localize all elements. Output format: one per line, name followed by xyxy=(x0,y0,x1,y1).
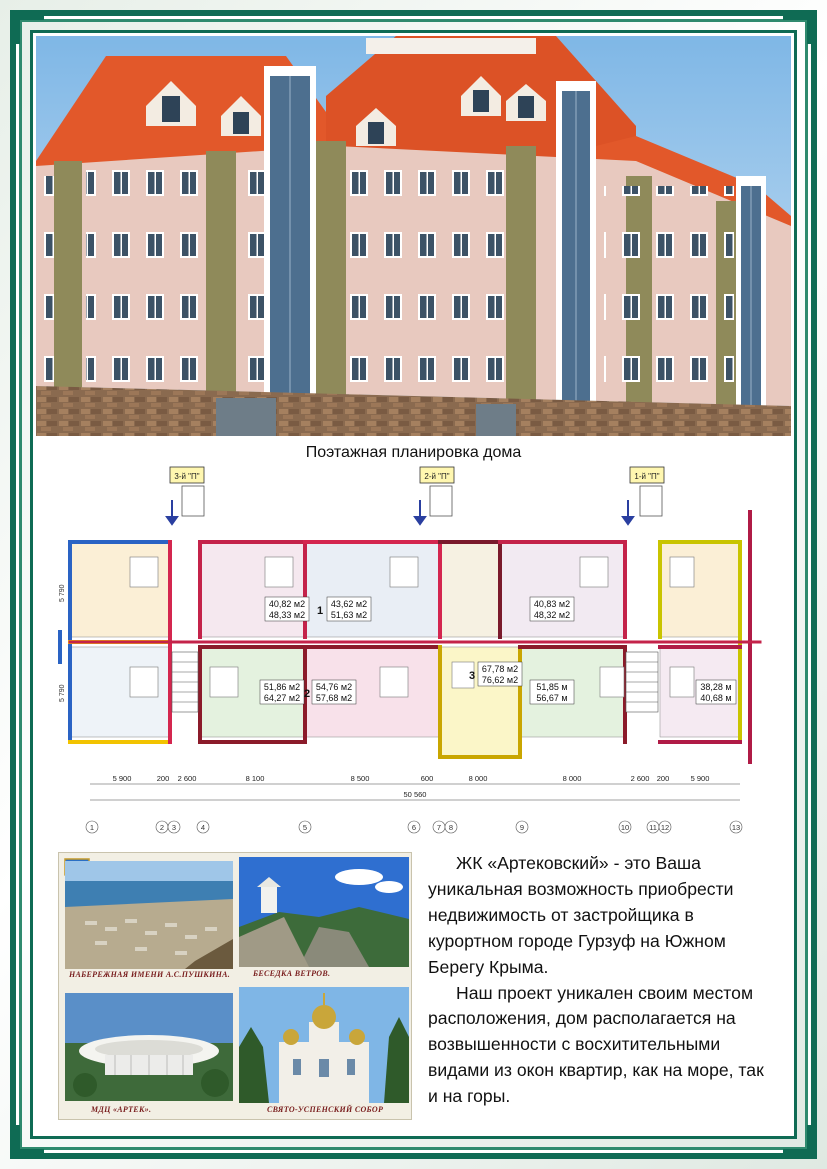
overall-dimension: 50 560 xyxy=(403,790,427,799)
description-paragraph: ЖК «Артековский» - это Ваша уникальная возможность приобрести недвижимость от застройщика в курортном городе Гурзуф на Южном Берегу Крыма. xyxy=(428,853,734,977)
artek-photo xyxy=(65,993,233,1101)
section-number: 1 xyxy=(316,605,324,617)
dimension-label: 8 000 xyxy=(468,774,488,783)
building-photo xyxy=(36,36,791,436)
side-dimension: 5 790 xyxy=(59,684,66,702)
apartment-area: 40,82 м2 xyxy=(268,599,306,609)
apartment-area: 40,83 м2 xyxy=(533,599,571,609)
axis-marker xyxy=(86,821,98,833)
entrance-markers xyxy=(167,467,664,524)
svg-text:8: 8 xyxy=(448,823,454,832)
svg-text:6: 6 xyxy=(411,823,417,832)
apartment-area: 67,78 м2 xyxy=(481,664,519,674)
axis-marker xyxy=(197,821,209,833)
entrance-label: 1-й "П" xyxy=(634,472,660,481)
gazebo-photo xyxy=(239,857,409,967)
svg-text:10: 10 xyxy=(620,823,630,832)
svg-text:11: 11 xyxy=(649,823,657,832)
floor-plan-title: Поэтажная планировка дома xyxy=(305,444,522,461)
section-number: 2 xyxy=(303,688,311,700)
apartment-area-total: 56,67 м xyxy=(536,693,568,703)
svg-text:9: 9 xyxy=(519,823,525,832)
apartment-area-total: 48,32 м2 xyxy=(533,610,571,620)
axis-marker xyxy=(156,821,168,833)
dimension-label: 200 xyxy=(656,774,670,783)
apartment-area-total: 57,68 м2 xyxy=(315,693,353,703)
project-description xyxy=(428,851,778,1110)
axis-marker xyxy=(299,821,311,833)
photo-caption: МДЦ «АРТЕК». xyxy=(91,1105,152,1114)
axis-marker xyxy=(408,821,420,833)
apartment-area-total: 40,68 м xyxy=(700,693,732,703)
apartment-area-total: 51,63 м2 xyxy=(330,610,368,620)
axis-marker xyxy=(659,821,671,833)
axis-marker xyxy=(619,821,631,833)
dimension-label: 5 900 xyxy=(112,774,132,783)
entrance-label: 3-й "П" xyxy=(174,472,200,481)
svg-text:5: 5 xyxy=(302,823,308,832)
dimension-label: 2 600 xyxy=(177,774,197,783)
apartment-area-total: 48,33 м2 xyxy=(268,610,306,620)
photo-caption: БЕСЕДКА ВЕТРОВ. xyxy=(253,969,331,978)
section-number: 3 xyxy=(468,670,476,682)
dimension-label: 8 000 xyxy=(562,774,582,783)
axis-marker xyxy=(516,821,528,833)
dimension-label: 2 600 xyxy=(630,774,650,783)
entrance-label: 2-й "П" xyxy=(424,472,450,481)
axis-marker xyxy=(647,821,659,833)
floor-plan xyxy=(60,462,770,842)
axis-marker xyxy=(168,821,180,833)
apartment-area: 54,76 м2 xyxy=(315,682,353,692)
side-dimension: 5 790 xyxy=(59,584,66,602)
photo-collage xyxy=(58,852,412,1120)
dimension-label: 5 900 xyxy=(690,774,710,783)
dimension-label: 600 xyxy=(420,774,434,783)
dimension-label: 200 xyxy=(156,774,170,783)
svg-text:4: 4 xyxy=(200,823,206,832)
axis-marker xyxy=(433,821,445,833)
apartment-area: 43,62 м2 xyxy=(330,599,368,609)
dimension-label: 8 500 xyxy=(350,774,370,783)
embankment-photo xyxy=(65,861,233,969)
svg-text:1: 1 xyxy=(89,823,95,832)
photo-caption: НАБЕРЕЖНАЯ ИМЕНИ А.С.ПУШКИНА. xyxy=(69,970,231,979)
axis-marker xyxy=(445,821,457,833)
dimension-label: 8 100 xyxy=(245,774,265,783)
svg-text:2: 2 xyxy=(159,823,165,832)
svg-text:12: 12 xyxy=(660,823,670,832)
svg-text:3: 3 xyxy=(171,823,177,832)
apartment-area: 38,28 м xyxy=(700,682,732,692)
cathedral-photo xyxy=(239,987,409,1103)
apartment-area: 51,85 м xyxy=(536,682,568,692)
apartment-area-total: 76,62 м2 xyxy=(481,675,519,685)
svg-text:13: 13 xyxy=(731,823,741,832)
photo-caption: СВЯТО-УСПЕНСКИЙ СОБОР xyxy=(267,1105,384,1114)
apartment-area-total: 64,27 м2 xyxy=(263,693,301,703)
description-paragraph: Наш проект уникален своим местом расположения, дом располагается на возвышенности с восхитительными видами из окон квартир, как на море, так и на горы. xyxy=(428,982,764,1107)
apartment-area: 51,86 м2 xyxy=(263,682,301,692)
svg-text:7: 7 xyxy=(436,823,442,832)
axis-marker xyxy=(730,821,742,833)
